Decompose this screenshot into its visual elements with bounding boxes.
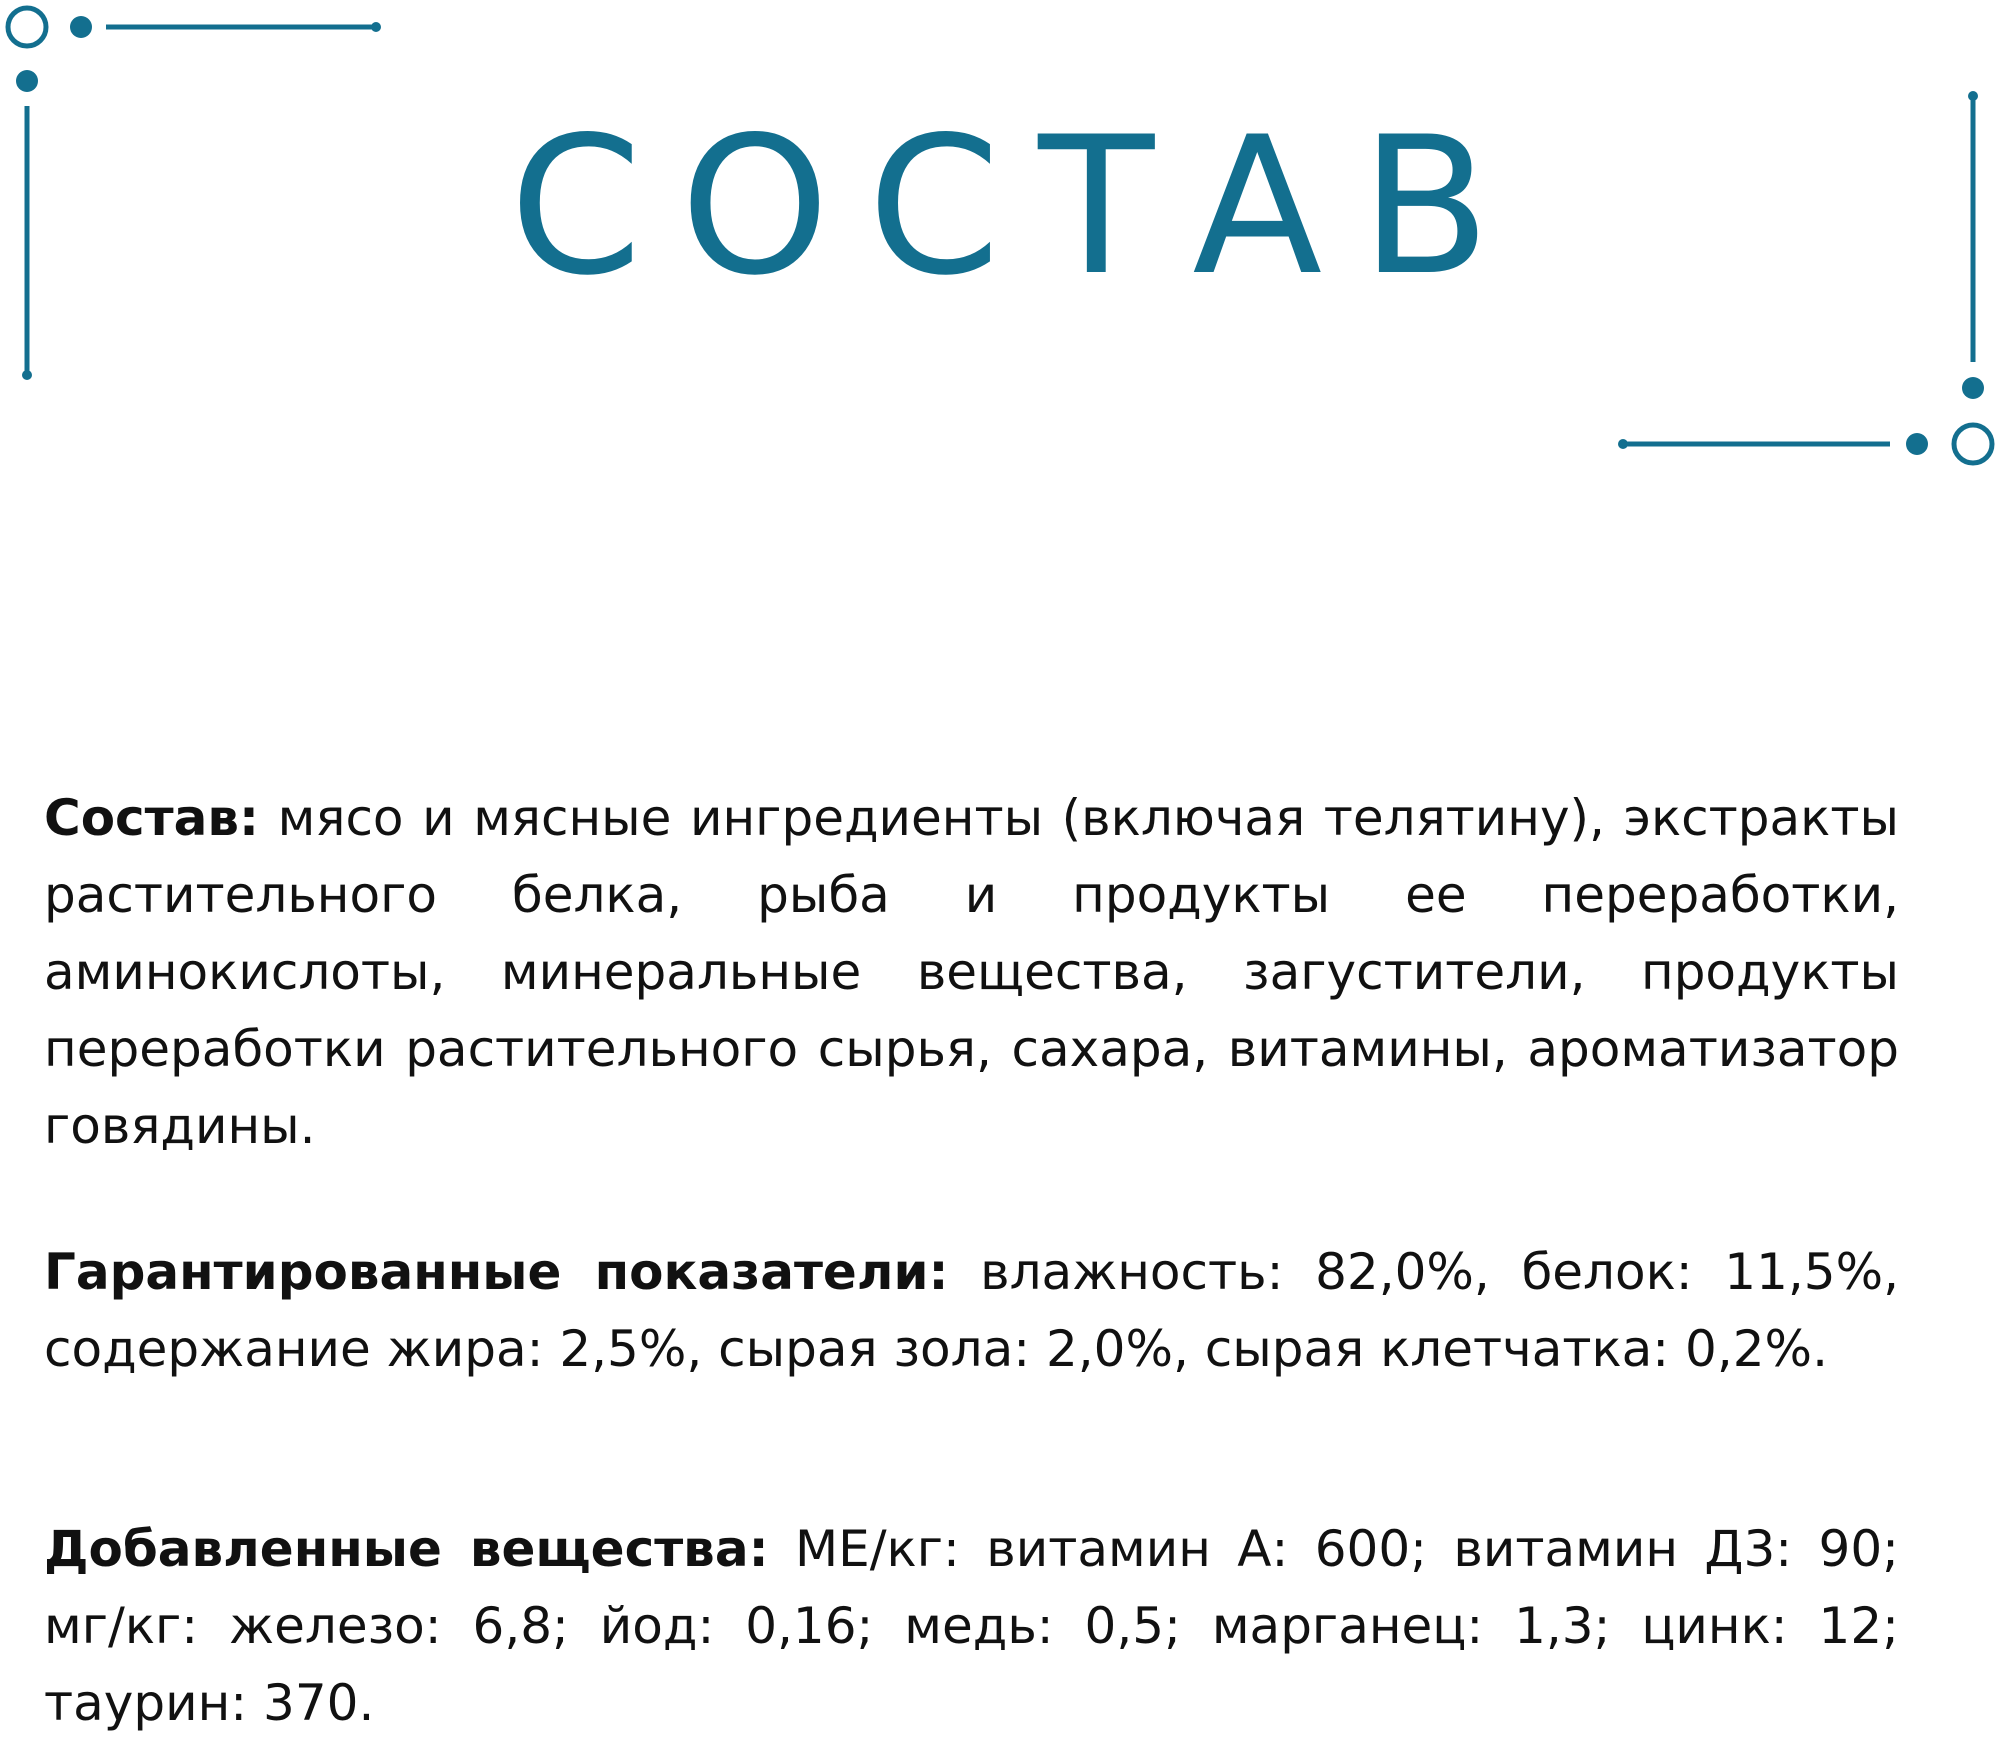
frame-dot-bottom-right [1906,433,1928,455]
guaranteed-values-text: влажность: 82,0%, белок: 11,5%, содержание жира: 2,5%, сырая зола: 2,0%, сырая клетчатка: 0,2%. [44,1243,1899,1378]
additives-label: Добавленные вещества: [44,1520,769,1578]
additives-paragraph [44,1511,1899,1742]
frame-dot-top-left [70,16,92,38]
frame-dot-left [16,70,38,92]
guaranteed-values-label: Гарантированные показатели: [44,1243,949,1301]
page-title: СОСТАВ [509,96,1529,317]
frame-ring-bottom-right [1954,425,1992,463]
frame-dot-right [1962,377,1984,399]
composition-label: Состав: [44,789,260,847]
frame-ring-top-left [8,8,46,46]
additives-text: МЕ/кг: витамин А: 600; витамин Д3: 90; мг/кг: железо: 6,8; йод: 0,16; медь: 0,5; марганец: 1,3; цинк: 12; таурин: 370. [44,1520,1899,1732]
guaranteed-values-paragraph [44,1234,1899,1388]
composition-text: мясо и мясные ингредиенты (включая телятину), экстракты растительного белка, рыба и продукты ее переработки, аминокислоты, минеральные вещества, загустители, продукты переработки растительного сырья, сахара, витамины, ароматизатор говядины. [44,789,1899,1155]
composition-paragraph [44,780,1899,1165]
